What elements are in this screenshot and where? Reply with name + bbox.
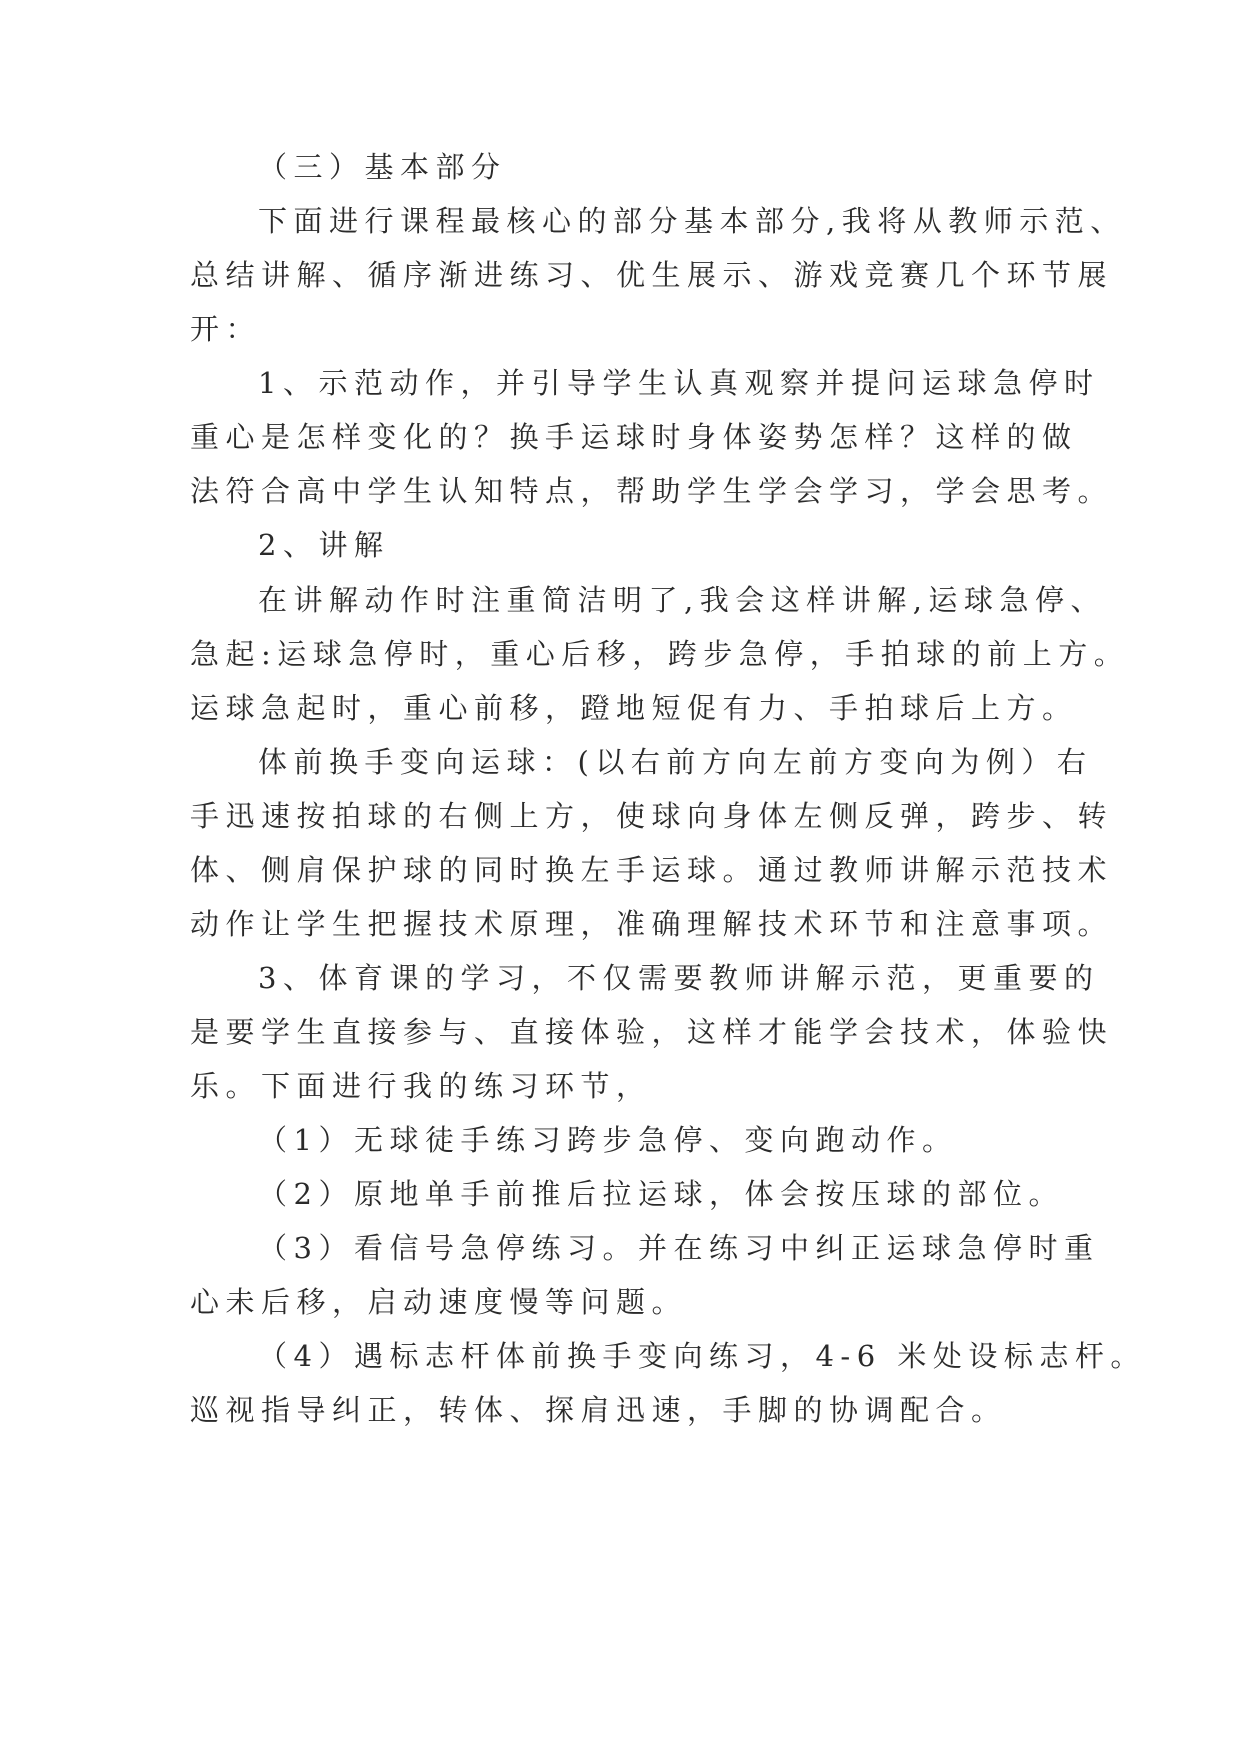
paragraph-line: 急起:运球急停时，重心后移，跨步急停，手拍球的前上方。 — [190, 637, 1130, 671]
paragraph-line: 运球急起时，重心前移，蹬地短促有力、手拍球后上方。 — [190, 691, 1078, 725]
paragraph-line: 在讲解动作时注重简洁明了,我会这样讲解,运球急停、 — [258, 583, 1106, 617]
paragraph-line: 下面进行课程最核心的部分基本部分,我将从教师示范、 — [258, 204, 1126, 238]
list-item: （4）遇标志杆体前换手变向练习，4-6 米处设标志杆。 — [258, 1339, 1146, 1373]
paragraph-line: 重心是怎样变化的？换手运球时身体姿势怎样？这样的做 — [190, 420, 1078, 454]
list-item: 心未后移，启动速度慢等问题。 — [190, 1285, 688, 1319]
paragraph-line: 3、体育课的学习，不仅需要教师讲解示范，更重要的 — [258, 961, 1100, 995]
paragraph-line: 2、讲解 — [258, 528, 390, 562]
list-item: （1）无球徒手练习跨步急停、变向跑动作。 — [258, 1123, 958, 1157]
paragraph-line: 开： — [190, 312, 262, 346]
paragraph-line: 是要学生直接参与、直接体验，这样才能学会技术，体验快 — [190, 1015, 1114, 1049]
paragraph-line: 1、示范动作，并引导学生认真观察并提问运球急停时 — [258, 366, 1100, 400]
paragraph-line: 体前换手变向运球：(以右前方向左前方变向为例）右 — [258, 745, 1093, 779]
list-item: （2）原地单手前推后拉运球，体会按压球的部位。 — [258, 1177, 1064, 1211]
paragraph-line: 法符合高中学生认知特点，帮助学生学会学习，学会思考。 — [190, 474, 1114, 508]
paragraph-line: 总结讲解、循序渐进练习、优生展示、游戏竞赛几个环节展 — [190, 258, 1114, 292]
paragraph-line: 动作让学生把握技术原理，准确理解技术环节和注意事项。 — [190, 907, 1114, 941]
paragraph-line: 乐。下面进行我的练习环节， — [190, 1069, 652, 1103]
paragraph-line: 手迅速按拍球的右侧上方，使球向身体左侧反弹，跨步、转 — [190, 799, 1114, 833]
section-heading: （三）基本部分 — [258, 150, 507, 184]
paragraph-line: 体、侧肩保护球的同时换左手运球。通过教师讲解示范技术 — [190, 853, 1114, 887]
list-item: 巡视指导纠正，转体、探肩迅速，手脚的协调配合。 — [190, 1393, 1007, 1427]
list-item: （3）看信号急停练习。并在练习中纠正运球急停时重 — [258, 1231, 1100, 1265]
